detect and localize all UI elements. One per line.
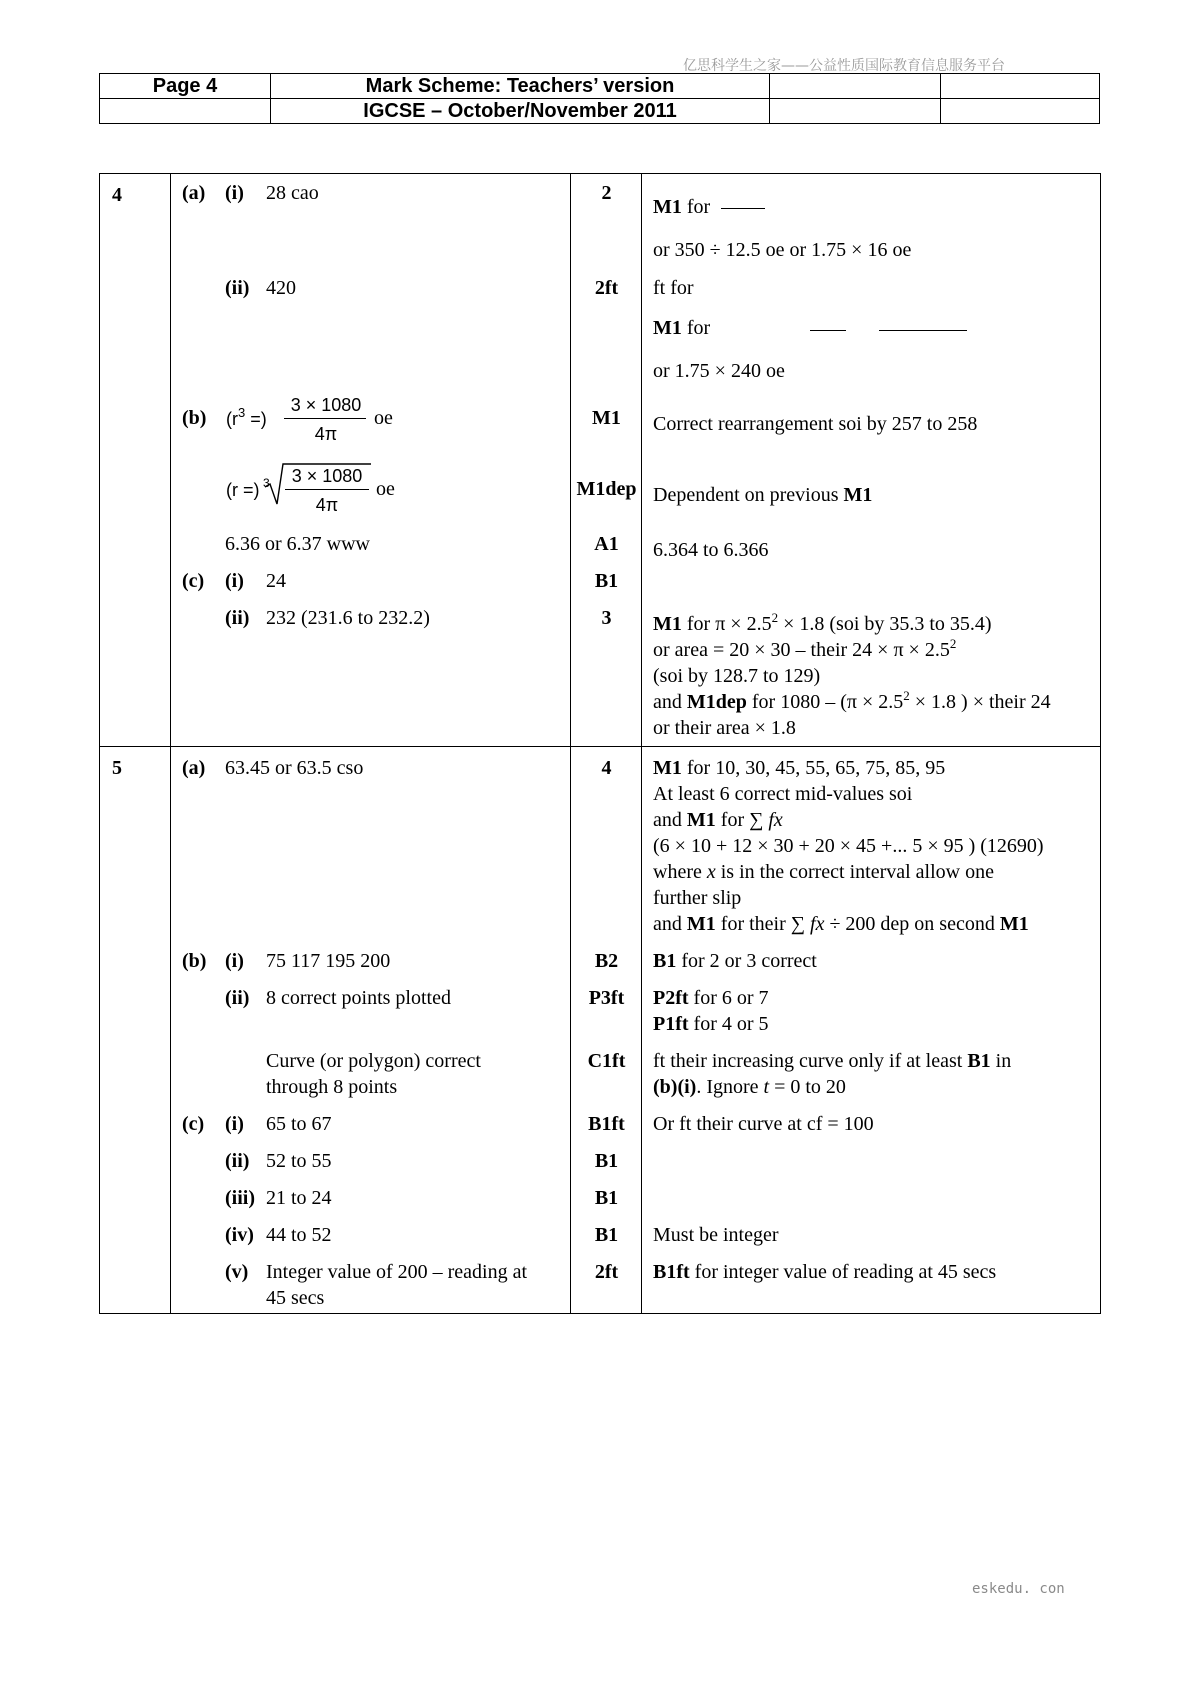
- watermark-bottom: eskedu. con: [972, 1581, 1065, 1597]
- mark: 4: [601, 757, 612, 779]
- answer-text: 75 117 195 200: [266, 950, 391, 972]
- oe-text: oe: [376, 478, 395, 500]
- fraction-bar: [879, 330, 967, 331]
- answer-text: 24: [266, 570, 286, 592]
- marks-cell: [571, 174, 642, 747]
- subpart-label: (i): [225, 1113, 244, 1135]
- question-number: 5: [100, 747, 171, 1314]
- guidance-text: P2ft for 6 or 7: [653, 987, 769, 1009]
- watermark-top: 亿思科学生之家——公益性质国际教育信息服务平台: [683, 58, 1005, 74]
- answer-text: 28 cao: [266, 182, 319, 204]
- subpart-label: (iv): [225, 1224, 254, 1246]
- answer-text: 45 secs: [266, 1287, 325, 1309]
- answer-text: 232 (231.6 to 232.2): [266, 607, 430, 629]
- mark: B1: [594, 570, 619, 592]
- mark: P3ft: [588, 987, 625, 1009]
- page-header-table: [99, 73, 1100, 124]
- guidance-text: and M1 for ∑ fx: [653, 809, 783, 831]
- question-row-4: [100, 174, 1101, 747]
- part-label: (c): [182, 570, 205, 592]
- guidance-text: M1 for $\pi \times 2.5^2 \times 1.8$ (soi by 35.3 to 35.4): [653, 610, 992, 635]
- mark: M1: [592, 407, 621, 429]
- subpart-label: (i): [225, 182, 244, 204]
- subpart-label: (i): [225, 570, 244, 592]
- guidance-text: At least 6 correct mid-values soi: [653, 783, 913, 805]
- guidance-text: M1 for: [653, 196, 711, 218]
- fraction-denominator: 4π: [314, 424, 338, 444]
- mark: B1: [594, 1224, 619, 1246]
- answer-text: 52 to 55: [266, 1150, 332, 1172]
- guidance-text: Or ft their curve at cf = 100: [653, 1113, 874, 1135]
- question-row-5: [100, 747, 1101, 1314]
- header-blank: [100, 99, 271, 124]
- answer-cell: [171, 747, 571, 1314]
- part-label: (b): [182, 407, 207, 429]
- guidance-text: B1 for 2 or 3 correct: [653, 950, 817, 972]
- guidance-text: Dependent on previous M1: [653, 484, 873, 506]
- guidance-text: or their area × 1.8: [653, 717, 796, 739]
- mark: B1: [594, 1150, 619, 1172]
- fraction-bar: [721, 208, 765, 209]
- guidance-cell: [642, 747, 1101, 1314]
- guidance-cell: [642, 174, 1101, 747]
- fraction-numerator: 3 × 1080: [291, 466, 363, 486]
- marks-cell: [571, 747, 642, 1314]
- fraction-bar: [810, 330, 846, 331]
- answer-text: 44 to 52: [266, 1224, 332, 1246]
- mark: 2ft: [594, 277, 619, 299]
- guidance-text: 6.364 to 6.366: [653, 539, 769, 561]
- guidance-text: further slip: [653, 887, 742, 909]
- answer-text: 6.36 or 6.37 www: [225, 533, 370, 555]
- formula-lhs: ($r^3$ =): [226, 405, 267, 429]
- guidance-text: Must be integer: [653, 1224, 779, 1246]
- guidance-text: ft for: [653, 277, 694, 299]
- guidance-text: Correct rearrangement soi by 257 to 258: [653, 413, 978, 435]
- oe-text: oe: [374, 407, 393, 429]
- mark: C1ft: [587, 1050, 626, 1072]
- fraction-bar: [285, 489, 369, 490]
- header-blank: [941, 74, 1100, 99]
- mark: B1: [594, 1187, 619, 1209]
- answer-text: Curve (or polygon) correct: [266, 1050, 481, 1072]
- mark: B1ft: [588, 1113, 625, 1135]
- part-label: (c): [182, 1113, 205, 1135]
- answer-text: 21 to 24: [266, 1187, 332, 1209]
- mark-scheme-table: [99, 173, 1101, 1314]
- subpart-label: (ii): [225, 1150, 250, 1172]
- header-blank: [770, 99, 941, 124]
- mark: 2: [601, 182, 612, 204]
- answer-text: 8 correct points plotted: [266, 987, 451, 1009]
- answer-text: Integer value of 200 – reading at: [266, 1261, 528, 1283]
- mark: M1dep: [576, 478, 637, 500]
- fraction-numerator: 3 × 1080: [290, 395, 362, 415]
- subpart-label: (ii): [225, 987, 250, 1009]
- guidance-text: or 1.75 × 240 oe: [653, 360, 785, 382]
- fraction-bar: [284, 418, 366, 419]
- guidance-text: (6 × 10 + 12 × 30 + 20 × 45 +... 5 × 95 ) (12690): [653, 835, 1044, 857]
- root-index: 3: [263, 476, 270, 490]
- subpart-label: (iii): [225, 1187, 255, 1209]
- mark: 2ft: [594, 1261, 619, 1283]
- part-label: (b): [182, 950, 207, 972]
- guidance-text: ft their increasing curve only if at least B1 in: [653, 1050, 1012, 1072]
- header-subtitle: IGCSE – October/November 2011: [271, 99, 770, 124]
- question-number: 4: [100, 174, 171, 747]
- page-number: Page 4: [100, 74, 271, 99]
- answer-text: 65 to 67: [266, 1113, 332, 1135]
- guidance-text: where x is in the correct interval allow one: [653, 861, 994, 883]
- subpart-label: (v): [225, 1261, 249, 1283]
- guidance-text: P1ft for 4 or 5: [653, 1013, 769, 1035]
- guidance-text: or 350 ÷ 12.5 oe or 1.75 × 16 oe: [653, 239, 912, 261]
- subpart-label: (ii): [225, 277, 250, 299]
- answer-cell: [171, 174, 571, 747]
- guidance-text: and M1dep for $1080 - (\pi \times 2.5^2 \times 1.8$ ) × their 24: [653, 688, 1051, 713]
- fraction-denominator: 4π: [315, 495, 339, 515]
- answer-text: 420: [266, 277, 296, 299]
- guidance-text: and M1 for their ∑ fx ÷ 200 dep on second M1: [653, 913, 1029, 935]
- subpart-label: (i): [225, 950, 244, 972]
- guidance-text: B1ft for integer value of reading at 45 secs: [653, 1261, 997, 1283]
- guidance-text: M1 for 10, 30, 45, 55, 65, 75, 85, 95: [653, 757, 946, 779]
- guidance-text: (b)(i). Ignore t = 0 to 20: [653, 1076, 846, 1098]
- part-label: (a): [182, 182, 206, 204]
- mark: A1: [594, 533, 619, 555]
- answer-text: through 8 points: [266, 1076, 398, 1098]
- mark: 3: [601, 607, 612, 629]
- header-blank: [770, 74, 941, 99]
- guidance-text: or area = 20 × 30 – their $24 \times \pi \times 2.5^2$: [653, 636, 957, 661]
- answer-text: 63.45 or 63.5 cso: [225, 757, 364, 779]
- guidance-text: (soi by 128.7 to 129): [653, 665, 821, 687]
- header-blank: [941, 99, 1100, 124]
- mark: B2: [594, 950, 619, 972]
- part-label: (a): [182, 757, 206, 779]
- guidance-text: M1 for: [653, 317, 711, 339]
- formula-lhs: (r =): [226, 480, 260, 500]
- subpart-label: (ii): [225, 607, 250, 629]
- header-title: Mark Scheme: Teachers’ version: [271, 74, 770, 99]
